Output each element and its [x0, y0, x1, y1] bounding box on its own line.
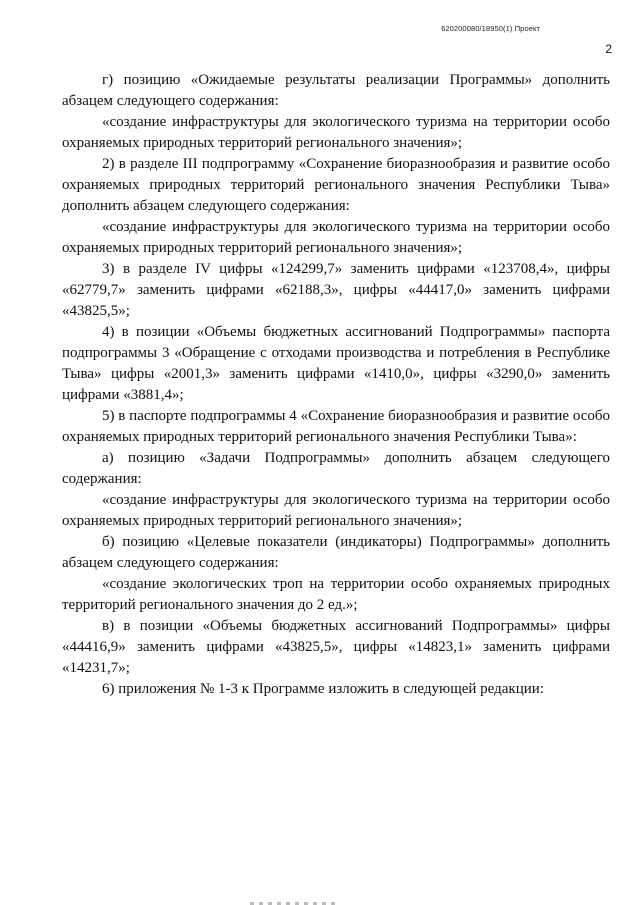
document-body [62, 70, 610, 700]
paragraph: а) позицию «Задачи Подпрограммы» дополнить абзацем следующего содержания: [62, 450, 610, 487]
paragraph: 2) в разделе III подпрограмму «Сохранение биоразнообразия и развитие особо охраняемых природных территорий регионального значения Республики Тыва» дополнить абзацем следующего содержания: [62, 156, 610, 214]
paragraph: 6) приложения № 1-3 к Программе изложить в следующей редакции: [102, 681, 544, 697]
paragraph: «создание инфраструктуры для экологического туризма на территории особо охраняемых природных территорий регионального значения»; [62, 219, 610, 256]
paragraph: б) позицию «Целевые показатели (индикаторы) Подпрограммы» дополнить абзацем следующего содержания: [62, 534, 610, 571]
page-number: 2 [605, 42, 612, 56]
paragraph: г) позицию «Ожидаемые результаты реализации Программы» дополнить абзацем следующего содержания: [62, 72, 610, 109]
paragraph: 5) в паспорте подпрограммы 4 «Сохранение биоразнообразия и развитие особо охраняемых природных территорий регионального значения Республики Тыва»: [62, 408, 610, 445]
paragraph: в) в позиции «Объемы бюджетных ассигнований Подпрограммы» цифры «44416,9» заменить цифрами «43825,5», цифры «14823,1» заменить цифрами «14231,7»; [62, 618, 610, 676]
paragraph: 4) в позиции «Объемы бюджетных ассигнований Подпрограммы» паспорта подпрограммы 3 «Обращение с отходами производства и потребления в Республике Тыва» цифры «2001,3» заменить цифрами «1410,0», цифры «3290,0» заменить цифрами «3881,4»; [62, 324, 610, 403]
paragraph: «создание экологических троп на территории особо охраняемых природных территорий регионального значения до 2 ед.»; [62, 576, 610, 613]
document-id: 620200080/18950(1) Проект [441, 24, 540, 33]
paragraph: «создание инфраструктуры для экологического туризма на территории особо охраняемых природных территорий регионального значения»; [62, 492, 610, 529]
paragraph: «создание инфраструктуры для экологического туризма на территории особо охраняемых природных территорий регионального значения»; [62, 114, 610, 151]
paragraph: 3) в разделе IV цифры «124299,7» заменить цифрами «123708,4», цифры «62779,7» заменить цифрами «62188,3», цифры «44417,0» заменить цифрами «43825,5»; [62, 261, 610, 319]
